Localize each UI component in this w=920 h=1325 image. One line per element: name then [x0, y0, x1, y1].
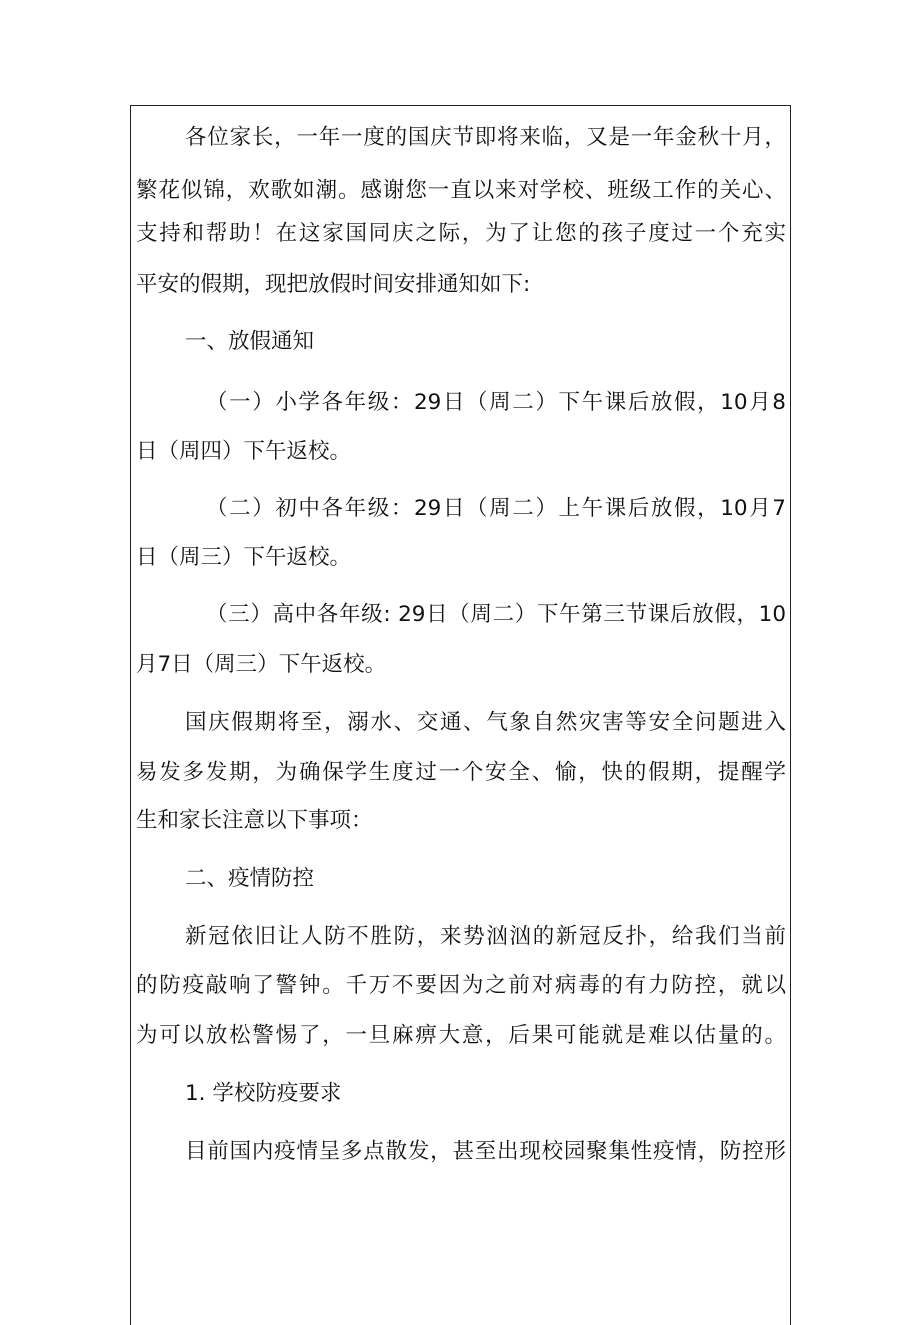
epidemic-line-1: 新冠依旧让人防不胜防，来势汹汹的新冠反扑，给我们当前: [185, 924, 786, 949]
epidemic-line-3: 为可以放松警惕了，一旦麻痹大意，后果可能就是难以估量的。: [136, 1023, 786, 1048]
high-school-line-1: （三）高中各年级: 29日（周二）下午第三节课后放假，10: [206, 602, 786, 627]
intro-line-3: 支持和帮助！在这家国同庆之际，为了让您的孩子度过一个充实: [136, 221, 786, 246]
intro-line-1: 各位家长，一年一度的国庆节即将来临，又是一年金秋十月，: [185, 125, 786, 150]
intro-line-4: 平安的假期，现把放假时间安排通知如下:: [136, 272, 531, 297]
subsection-heading-school-requirements: 1. 学校防疫要求: [185, 1081, 342, 1106]
safety-intro-line-1: 国庆假期将至，溺水、交通、气象自然灾害等安全问题进入: [185, 710, 786, 735]
safety-intro-line-3: 生和家长注意以下事项：: [136, 808, 373, 833]
middle-school-line-2: 日（周三）下午返校。: [136, 545, 352, 570]
middle-school-line-1: （二）初中各年级：29日（周二）上午课后放假，10月7: [206, 496, 786, 521]
safety-intro-line-2: 易发多发期，为确保学生度过一个安全、愉，快的假期，提醒学: [136, 760, 786, 785]
epidemic-line-2: 的防疫敲响了警钟。千万不要因为之前对病毒的有力防控，就以: [136, 973, 786, 998]
primary-school-line-2: 日（周四）下午返校。: [136, 439, 352, 464]
section-heading-epidemic-control: 二、疫情防控: [185, 866, 315, 891]
section-heading-holiday-notice: 一、放假通知: [185, 329, 315, 354]
high-school-line-2: 月7日（周三）下午返校。: [136, 652, 387, 677]
intro-line-2: 繁花似锦，欢歌如潮。感谢您一直以来对学校、班级工作的关心、: [136, 178, 786, 203]
requirements-line-1: 目前国内疫情呈多点散发，甚至出现校园聚集性疫情，防控形: [185, 1139, 786, 1164]
primary-school-line-1: （一）小学各年级：29日（周二）下午课后放假，10月8: [206, 390, 786, 415]
